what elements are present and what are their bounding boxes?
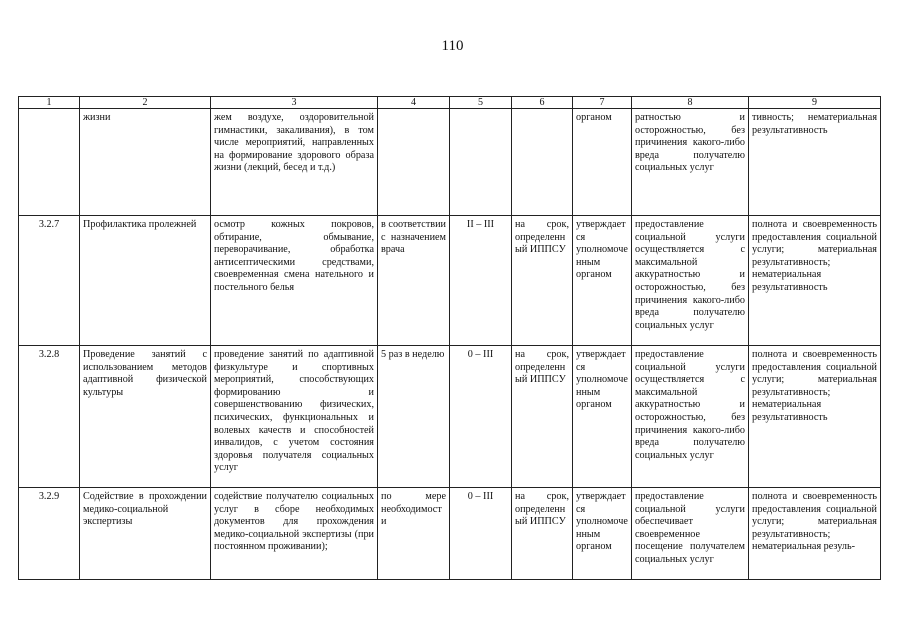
table-row xyxy=(19,488,881,580)
service-approval: органом xyxy=(573,109,632,216)
column-header: 5 xyxy=(450,97,512,109)
service-term: на срок, определенный ИППСУ xyxy=(512,346,573,488)
service-range: II – III xyxy=(450,216,512,346)
service-frequency: 5 раз в неделю xyxy=(378,346,450,488)
service-approval: утверждается уполномоченным органом xyxy=(573,216,632,346)
service-quality: предоставление социальной услуги осуществляется с максимальной аккуратностью и осторожностью, без причинения какого-либо вреда получателю социальных услуг xyxy=(632,216,749,346)
services-table xyxy=(18,96,881,580)
service-criteria: полнота и своевременность предоставления социальной услуги; материальная результативность; нематериальная результативность xyxy=(749,346,881,488)
service-frequency xyxy=(378,109,450,216)
column-header: 2 xyxy=(80,97,211,109)
column-header: 6 xyxy=(512,97,573,109)
row-number xyxy=(19,109,80,216)
table-row xyxy=(19,109,881,216)
service-range: 0 – III xyxy=(450,488,512,580)
service-content: осмотр кожных покровов, обтирание, обмывание, переворачивание, обработка антисептическими средствами, своевременная смена нательного и постельного белья xyxy=(211,216,378,346)
column-header: 9 xyxy=(749,97,881,109)
service-content: содействие получателю социальных услуг в сборе необходимых документов для прохождения медико-социальной экспертизы (при постоянном проживании); xyxy=(211,488,378,580)
row-number: 3.2.7 xyxy=(19,216,80,346)
service-approval: утверждается уполномоченным органом xyxy=(573,488,632,580)
column-header: 8 xyxy=(632,97,749,109)
service-term: на срок, определенный ИППСУ xyxy=(512,488,573,580)
column-header: 3 xyxy=(211,97,378,109)
service-range xyxy=(450,109,512,216)
service-name: Профилактика пролежней xyxy=(80,216,211,346)
service-quality: ратностью и осторожностью, без причинения какого-либо вреда получателю социальных услуг xyxy=(632,109,749,216)
service-name: Содействие в прохождении медико-социальной экспертизы xyxy=(80,488,211,580)
service-quality: предоставление социальной услуги осуществляется с максимальной аккуратностью и осторожностью, без причинения какого-либо вреда получателю социальных услуг xyxy=(632,346,749,488)
row-number: 3.2.9 xyxy=(19,488,80,580)
service-frequency: по мере необходимости xyxy=(378,488,450,580)
service-frequency: в соответствии с назначением врача xyxy=(378,216,450,346)
service-term xyxy=(512,109,573,216)
column-header: 7 xyxy=(573,97,632,109)
service-criteria: тивность; нематериальная результативность xyxy=(749,109,881,216)
service-content: жем воздухе, оздоровительной гимнастики, закаливания), в том числе мероприятий, направленных на формирование здорового образа жизни (лекций, бесед и т.д.) xyxy=(211,109,378,216)
service-range: 0 – III xyxy=(450,346,512,488)
service-term: на срок, определенный ИППСУ xyxy=(512,216,573,346)
service-content: проведение занятий по адаптивной физкультуре и спортивных мероприятий, способствующих формированию и совершенствованию физических, психических, функциональных и волевых качеств и способностей инвалидов, с учетом состояния здоровья получателя социальных услуг xyxy=(211,346,378,488)
service-criteria: полнота и своевременность предоставления социальной услуги; материальная результативность; нематериальная резуль- xyxy=(749,488,881,580)
table-row xyxy=(19,216,881,346)
service-quality: предоставление социальной услуги обеспечивает своевременное посещение получателем социальных услуг xyxy=(632,488,749,580)
table-row xyxy=(19,346,881,488)
service-criteria: полнота и своевременность предоставления социальной услуги; материальная результативность; нематериальная результативность xyxy=(749,216,881,346)
page-number: 110 xyxy=(441,38,464,54)
row-number: 3.2.8 xyxy=(19,346,80,488)
header-row xyxy=(19,97,881,109)
column-header: 1 xyxy=(19,97,80,109)
column-header: 4 xyxy=(378,97,450,109)
service-name: жизни xyxy=(80,109,211,216)
service-approval: утверждается уполномоченным органом xyxy=(573,346,632,488)
service-name: Проведение занятий с использованием методов адаптивной физической культуры xyxy=(80,346,211,488)
